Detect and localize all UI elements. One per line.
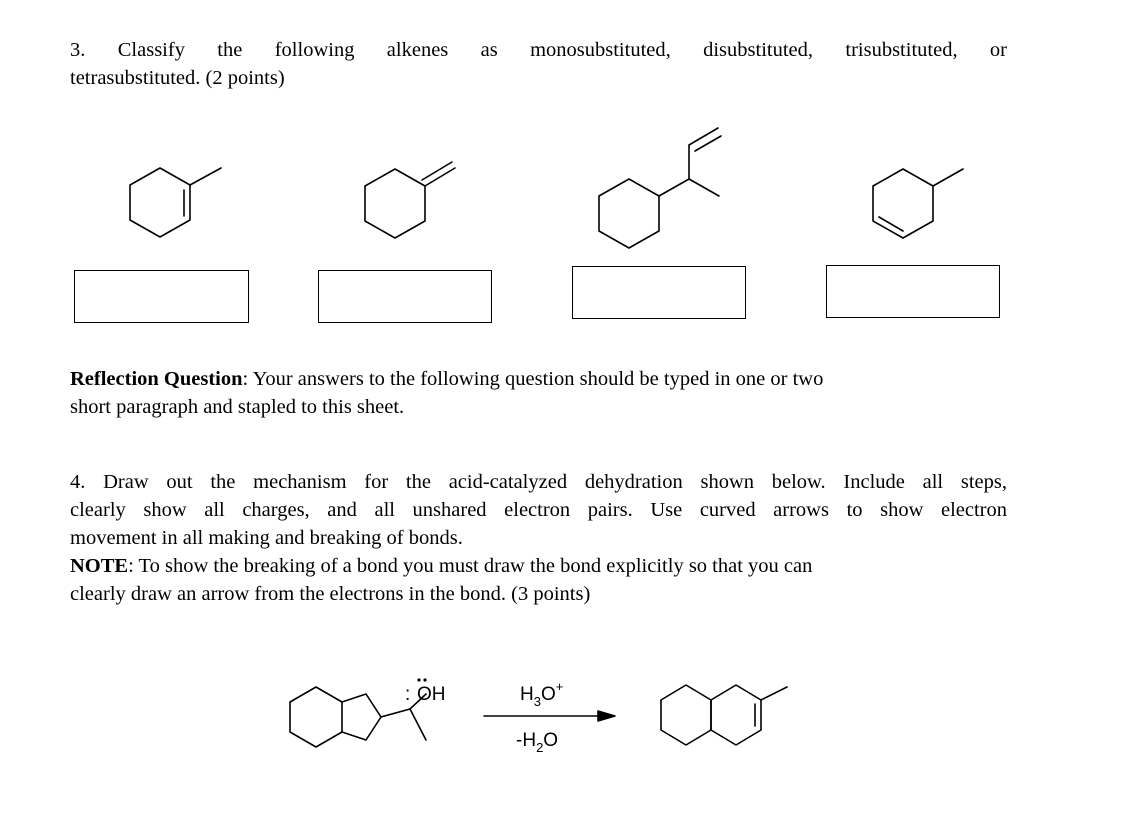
lone-pair-dot-2 [423, 678, 426, 681]
reflection-label: Reflection Question [70, 368, 243, 390]
reflection-line-2: short paragraph and stapled to this sheet. [70, 396, 405, 418]
note-line-1: : To show the breaking of a bond you must draw the bond explicitly so that you can [128, 555, 813, 577]
note-line-2: clearly draw an arrow from the electrons in the bond. (3 points) [70, 583, 591, 605]
question-3-line-1: 3. Classify the following alkenes as monosubstituted, disubstituted, trisubstituted, or [70, 39, 1008, 61]
alkene-structure-2 [365, 162, 455, 238]
lone-pair-dot-1 [417, 678, 420, 681]
alkene-structure-1 [130, 168, 221, 237]
byproduct-label: $-H_2O$ [516, 730, 559, 755]
question-3-line-2: tetrasubstituted. (2 points) [70, 67, 285, 89]
reactant-oh-label: OH [417, 684, 446, 705]
reagent-label: $H_3O^+$ [520, 679, 564, 709]
reflection-line-1: : Your answers to the following question should be typed in one or two [242, 368, 824, 390]
alkene-structure-4 [873, 169, 963, 238]
reaction-arrow [484, 711, 615, 721]
lone-pair-left: : [405, 684, 411, 705]
question-4-line-3: movement in all making and breaking of bonds. [70, 527, 463, 549]
alkene-structure-3 [599, 128, 721, 248]
product-structure [661, 685, 787, 745]
note-label: NOTE [70, 555, 129, 577]
question-4-line-2: clearly show all charges, and all unshared electron pairs. Use curved arrows to show electron [70, 499, 1007, 521]
question-4-line-1: 4. Draw out the mechanism for the acid-catalyzed dehydration shown below. Include all steps, [70, 471, 1007, 493]
